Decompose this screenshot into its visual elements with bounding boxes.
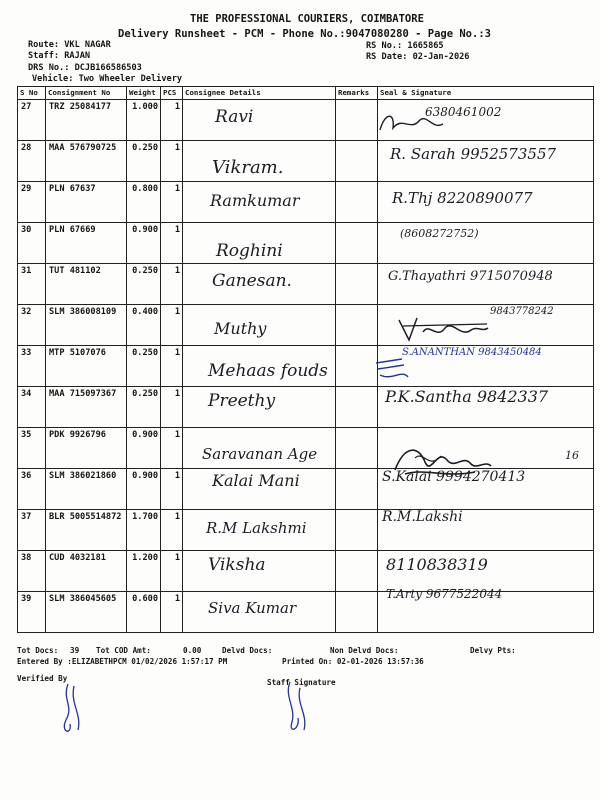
- handwritten-signature-note: T.Arty 9677522044: [386, 587, 503, 601]
- weight-cell: 0.900: [127, 223, 161, 264]
- signature-scribble-27: [375, 110, 445, 140]
- sno-cell: 36: [18, 469, 46, 510]
- verified-by-label: Verified By: [17, 674, 68, 683]
- consignment-cell: SLM 386021860: [46, 469, 127, 510]
- remarks-cell: [336, 551, 378, 592]
- handwritten-consignee: Vikram.: [212, 157, 284, 178]
- verified-by-signature: [40, 680, 100, 740]
- remarks-cell: [336, 141, 378, 182]
- total-docs-value: 39: [70, 646, 80, 655]
- pcs-cell: 1: [161, 551, 183, 592]
- consignment-cell: SLM 386008109: [46, 305, 127, 346]
- staff-signature-mark: [270, 678, 330, 738]
- weight-cell: 0.900: [127, 469, 161, 510]
- col-consignee: Consignee Details: [183, 87, 336, 100]
- sno-cell: 30: [18, 223, 46, 264]
- handwritten-consignee: Kalai Mani: [212, 471, 300, 490]
- remarks-cell: [336, 428, 378, 469]
- signature-blue-33: [372, 355, 412, 383]
- weight-cell: 0.250: [127, 387, 161, 428]
- consignment-cell: MAA 715097367: [46, 387, 127, 428]
- sno-cell: 38: [18, 551, 46, 592]
- drs-number: DRS No.: DCJB166586503: [28, 63, 142, 73]
- pcs-cell: 1: [161, 100, 183, 141]
- consignment-cell: PLN 67669: [46, 223, 127, 264]
- col-sno: S No: [18, 87, 46, 100]
- handwritten-signature-note: R. Sarah 9952573557: [390, 145, 557, 163]
- rs-date: RS Date: 02-Jan-2026: [366, 52, 470, 62]
- consignment-cell: PDK 9926796: [46, 428, 127, 469]
- pcs-cell: 1: [161, 141, 183, 182]
- staff-label: Staff: RAJAN: [28, 51, 91, 61]
- pcs-cell: 1: [161, 182, 183, 223]
- consignment-cell: PLN 67637: [46, 182, 127, 223]
- company-title: THE PROFESSIONAL COURIERS, COIMBATORE: [190, 13, 424, 25]
- weight-cell: 0.250: [127, 264, 161, 305]
- consignment-cell: TUT 481102: [46, 264, 127, 305]
- table-row: [18, 223, 594, 264]
- handwritten-signature-note: P.K.Santha 9842337: [385, 387, 549, 406]
- handwritten-signature-note: 16: [565, 449, 579, 462]
- sno-cell: 35: [18, 428, 46, 469]
- table-row: [18, 592, 594, 633]
- runsheet-table: [17, 86, 594, 633]
- weight-cell: 0.400: [127, 305, 161, 346]
- handwritten-consignee: Saravanan Age: [202, 445, 318, 463]
- pcs-cell: 1: [161, 346, 183, 387]
- table-header-row: [18, 87, 594, 100]
- runsheet-subtitle: Delivery Runsheet - PCM - Phone No.:9047080280 - Page No.:3: [118, 28, 491, 40]
- sno-cell: 31: [18, 264, 46, 305]
- handwritten-signature-note: 9843778242: [490, 306, 554, 317]
- weight-cell: 1.700: [127, 510, 161, 551]
- handwritten-consignee: R.M Lakshmi: [206, 519, 307, 537]
- handwritten-consignee: Mehaas fouds: [208, 361, 328, 381]
- pcs-cell: 1: [161, 264, 183, 305]
- col-remarks: Remarks: [336, 87, 378, 100]
- sno-cell: 29: [18, 182, 46, 223]
- handwritten-signature-note: S.Kalai 9994270413: [382, 469, 526, 485]
- route-label: Route: VKL NAGAR: [28, 40, 111, 50]
- sno-cell: 28: [18, 141, 46, 182]
- remarks-cell: [336, 264, 378, 305]
- pcs-cell: 1: [161, 469, 183, 510]
- weight-cell: 0.800: [127, 182, 161, 223]
- weight-cell: 1.200: [127, 551, 161, 592]
- vehicle-label: Vehicle: Two Wheeler Delivery: [32, 74, 183, 84]
- sno-cell: 34: [18, 387, 46, 428]
- weight-cell: 0.900: [127, 428, 161, 469]
- weight-cell: 0.600: [127, 592, 161, 633]
- weight-cell: 1.000: [127, 100, 161, 141]
- remarks-cell: [336, 223, 378, 264]
- consignment-cell: TRZ 25084177: [46, 100, 127, 141]
- remarks-cell: [336, 592, 378, 633]
- handwritten-signature-note: G.Thayathri 9715070948: [388, 269, 553, 284]
- total-docs-label: Tot Docs:: [17, 646, 59, 655]
- sno-cell: 39: [18, 592, 46, 633]
- handwritten-consignee: Siva Kumar: [208, 599, 297, 617]
- delivery-points-label: Delvy Pts:: [470, 646, 516, 655]
- delivered-docs-label: Delvd Docs:: [222, 646, 273, 655]
- col-weight: Weight: [127, 87, 161, 100]
- handwritten-consignee: Roghini: [216, 241, 283, 261]
- total-cod-value: 0.00: [183, 646, 202, 655]
- entered-by: Entered By :ELIZABETHPCM 01/02/2026 1:57:17 PM: [17, 657, 228, 666]
- handwritten-consignee: Muthy: [214, 319, 267, 338]
- weight-cell: 0.250: [127, 141, 161, 182]
- table-row: [18, 100, 594, 141]
- remarks-cell: [336, 182, 378, 223]
- consignee-cell: [183, 100, 336, 141]
- total-cod-label: Tot COD Amt:: [96, 646, 151, 655]
- consignment-cell: MTP 5107076: [46, 346, 127, 387]
- sno-cell: 33: [18, 346, 46, 387]
- col-consignment: Consignment No: [46, 87, 127, 100]
- signature-scribble-35: [385, 440, 495, 480]
- handwritten-signature-note: R.Thj 8220890077: [392, 189, 533, 207]
- pcs-cell: 1: [161, 428, 183, 469]
- sno-cell: 27: [18, 100, 46, 141]
- handwritten-consignee: Preethy: [208, 391, 276, 411]
- signature-vijay-32: [395, 314, 490, 344]
- remarks-cell: [336, 510, 378, 551]
- pcs-cell: 1: [161, 305, 183, 346]
- pcs-cell: 1: [161, 592, 183, 633]
- remarks-cell: [336, 469, 378, 510]
- table-row: [18, 551, 594, 592]
- handwritten-signature-note: 8110838319: [386, 555, 488, 574]
- staff-signature-label: Staff Signature: [267, 678, 336, 687]
- non-delivered-docs-label: Non Delvd Docs:: [330, 646, 399, 655]
- consignment-cell: SLM 386045605: [46, 592, 127, 633]
- col-seal: Seal & Signature: [378, 87, 594, 100]
- handwritten-signature-note: R.M.Lakshi: [382, 509, 463, 525]
- pcs-cell: 1: [161, 223, 183, 264]
- handwritten-signature-note: S.ANANTHAN 9843450484: [402, 347, 542, 358]
- weight-cell: 0.250: [127, 346, 161, 387]
- printed-on: Printed On: 02-01-2026 13:57:36: [282, 657, 424, 666]
- sno-cell: 32: [18, 305, 46, 346]
- pcs-cell: 1: [161, 387, 183, 428]
- handwritten-consignee: Ramkumar: [210, 191, 300, 210]
- consignment-cell: MAA 576790725: [46, 141, 127, 182]
- remarks-cell: [336, 305, 378, 346]
- handwritten-consignee: Ganesan.: [212, 271, 292, 291]
- handwritten-signature-note: 6380461002: [425, 105, 502, 119]
- sno-cell: 37: [18, 510, 46, 551]
- handwritten-consignee: Ravi: [215, 107, 254, 127]
- col-pcs: PCS: [161, 87, 183, 100]
- pcs-cell: 1: [161, 510, 183, 551]
- rs-number: RS No.: 1665865: [366, 41, 444, 51]
- handwritten-signature-note: (8608272752): [400, 227, 479, 240]
- consignment-cell: CUD 4032181: [46, 551, 127, 592]
- remarks-cell: [336, 387, 378, 428]
- consignment-cell: BLR 5005514872: [46, 510, 127, 551]
- remarks-cell: [336, 100, 378, 141]
- handwritten-consignee: Viksha: [208, 555, 266, 575]
